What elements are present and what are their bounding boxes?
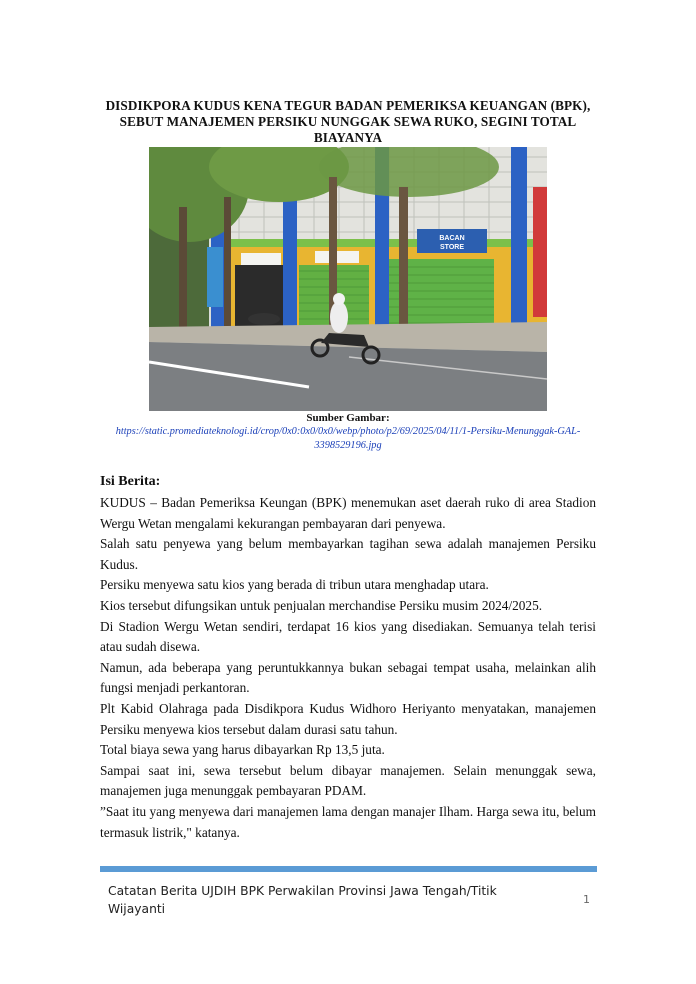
article-title: DISDIKPORA KUDUS KENA TEGUR BADAN PEMERIKSA KEUANGAN (BPK), SEBUT MANAJEMEN PERSIKU NUNGGAK SEWA RUKO, SEGINI TOTAL BIAYANYA [105,98,591,145]
paragraph: ”Saat itu yang menyewa dari manajemen lama dengan manajer Ilham. Harga sewa itu, belum termasuk listrik," katanya. [100,803,596,840]
image-source-link[interactable]: https://static.promediateknologi.id/crop/0x0:0x0/0x0/webp/photo/p2/69/2025/04/11/1-Persiku-Menunggak-GAL-3398529196.jpg [115,426,581,451]
page-number: 1 [583,893,590,906]
footer-text: Catatan Berita UJDIH BPK Perwakilan Provinsi Jawa Tengah/Titik Wijayanti [108,884,497,916]
paragraph: Persiku menyewa satu kios yang berada di tribun utara menghadap utara. [100,577,489,593]
section-heading: Isi Berita: [100,474,161,489]
paragraph: Total biaya sewa yang harus dibayarkan Rp 13,5 juta. [100,742,385,758]
paragraph: Kios tersebut difungsikan untuk penjualan merchandise Persiku musim 2024/2025. [100,597,543,613]
storefront-photo-illustration [149,147,547,411]
article-body [100,493,596,843]
paragraph: KUDUS – Badan Pemeriksa Keungan (BPK) menemukan aset daerah ruko di area Stadion Wergu Wetan mengalami kekurangan pembayaran dari penyewa. [100,495,596,531]
image-source-label: Sumber Gambar: [306,412,390,424]
paragraph: Namun, ada beberapa yang peruntukkannya bukan sebagai tempat usaha, melainkan alih fungsi menjadi perkantoran. [100,659,596,696]
store-sign-line1: BACAN [439,235,465,242]
store-sign-line2: STORE [440,244,464,251]
news-photo [149,147,547,411]
paragraph: Di Stadion Wergu Wetan sendiri, terdapat 16 kios yang disediakan. Semuanya telah terisi atau sudah disewa. [100,618,596,655]
paragraph: Salah satu penyewa yang belum membayarkan tagihan sewa adalah manajemen Persiku Kudus. [100,536,596,572]
footer-divider [100,866,597,872]
paragraph: Sampai saat ini, sewa tersebut belum dibayar manajemen. Selain menunggak sewa, manajemen juga menunggak pembayaran PDAM. [100,762,596,799]
paragraph: Plt Kabid Olahraga pada Disdikpora Kudus Widhoro Heriyanto menyatakan, manajemen Persiku menyewa kios tersebut dalam durasi satu tahun. [100,700,596,737]
